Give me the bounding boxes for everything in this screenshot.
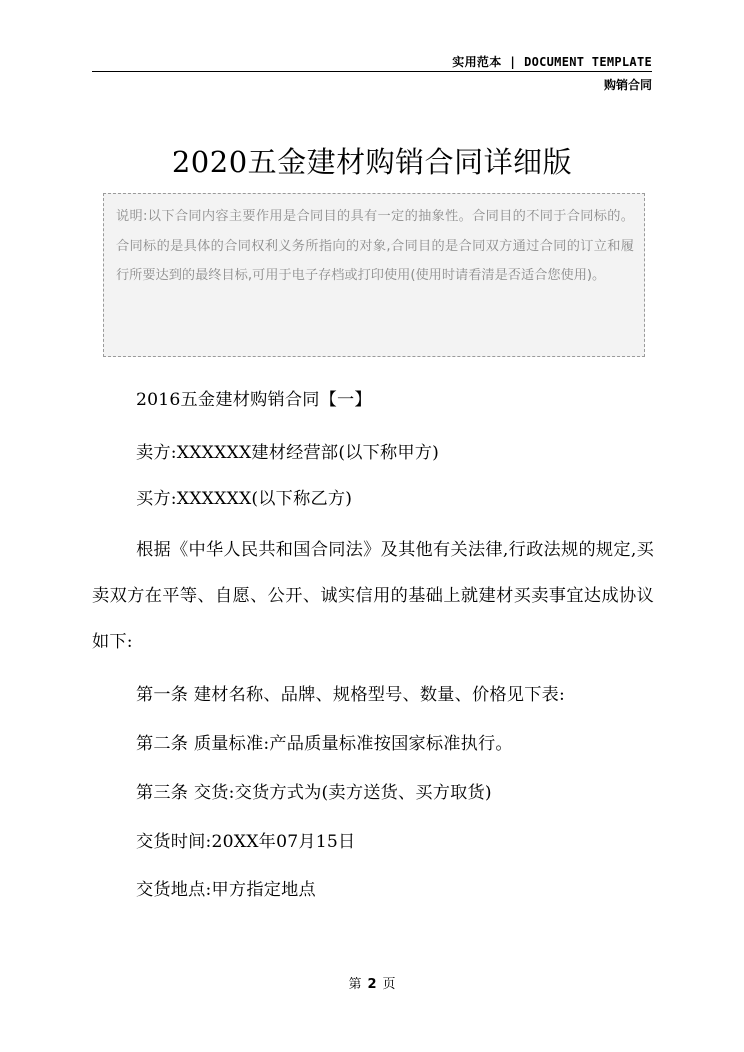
- page-label-suffix: 页: [382, 977, 396, 992]
- article-2: [92, 721, 654, 767]
- instruction-note-box: [103, 193, 645, 357]
- buyer-line: [92, 476, 654, 522]
- page-label-prefix: 第: [348, 977, 362, 992]
- paragraph-text: 交货时间:20XX年07月15日: [136, 832, 356, 852]
- article-3: [92, 770, 654, 816]
- paragraph-text: 卖方:XXXXXX建材经营部(以下称甲方): [136, 443, 440, 463]
- paragraph-text: 第二条 质量标准:产品质量标准按国家标准执行。: [136, 734, 513, 754]
- paragraph-text: 2016五金建材购销合同【一】: [136, 390, 372, 410]
- header-divider: [92, 71, 652, 72]
- paragraph-text: 第一条 建材名称、品牌、规格型号、数量、价格见下表:: [136, 685, 565, 705]
- header-doc-template: 实用范本 | DOCUMENT TEMPLATE: [452, 55, 652, 69]
- page-footer: [0, 973, 744, 992]
- contract-heading: [92, 377, 654, 423]
- instruction-note-text: 说明:以下合同内容主要作用是合同目的具有一定的抽象性。合同目的不同于合同标的。合同标的是具体的合同权利义务所指向的对象,合同目的是合同双方通过合同的订立和履行所要达到的最终目标,可用于电子存档或打印使用(使用时请看清是否适合您使用)。: [116, 209, 634, 283]
- preamble-paragraph: [92, 527, 654, 665]
- delivery-location: [92, 867, 654, 913]
- paragraph-text: 买方:XXXXXX(以下称乙方): [136, 489, 353, 509]
- page-number: 2: [367, 977, 377, 992]
- paragraph-text: 根据《中华人民共和国合同法》及其他有关法律,行政法规的规定,买卖双方在平等、自愿、公开、诚实信用的基础上就建材买卖事宜达成协议如下:: [92, 540, 654, 652]
- paragraph-text: 交货地点:甲方指定地点: [136, 880, 316, 900]
- seller-line: [92, 430, 654, 476]
- article-1: [92, 672, 654, 718]
- header-contract-type: 购销合同: [603, 78, 652, 92]
- paragraph-text: 第三条 交货:交货方式为(卖方送货、买方取货): [136, 783, 492, 803]
- delivery-time: [92, 819, 654, 865]
- document-title: 2020五金建材购销合同详细版: [171, 145, 573, 179]
